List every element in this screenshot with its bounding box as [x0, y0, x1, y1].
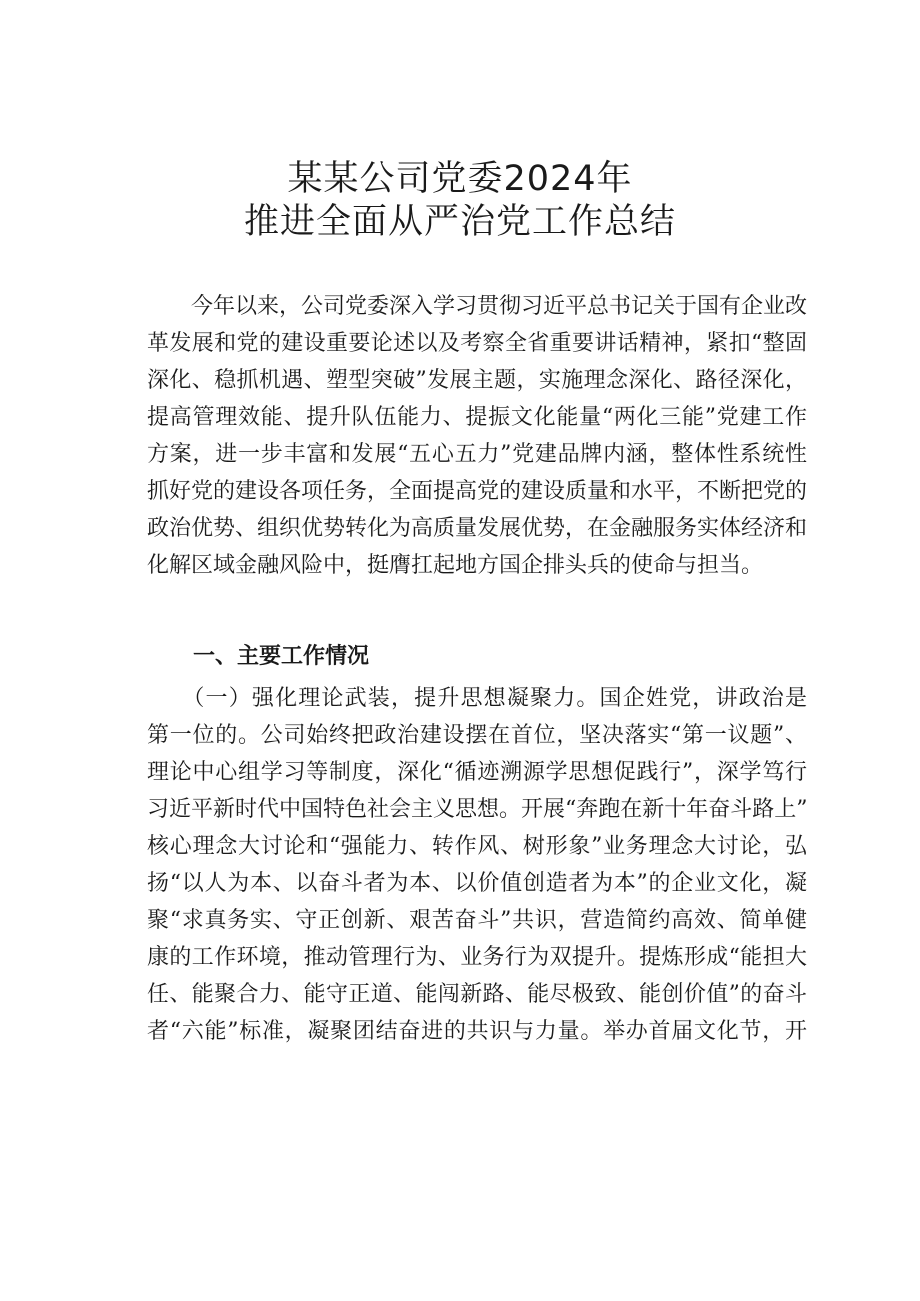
text-line: 任、能聚合力、能守正道、能闯新路、能尽极致、能创价值”的奋斗 — [147, 982, 807, 1007]
text-line: 抓好党的建设各项任务，全面提高党的建设质量和水平，不断把党的 — [147, 479, 808, 504]
text-line: 扬“以人为本、以奋斗者为本、以价值创造者为本”的企业文化，凝 — [147, 871, 807, 896]
text-line: 核心理念大讨论和“强能力、转作风、树形象”业务理念大讨论，弘 — [147, 834, 807, 859]
text-line: 理论中心组学习等制度，深化“循迹溯源学思想促践行”，深学笃行 — [147, 760, 807, 785]
text-line: 康的工作环境，推动管理行为、业务行为双提升。提炼形成“能担大 — [147, 945, 807, 970]
paragraph-intro — [147, 288, 807, 584]
text-line: 者“六能”标准，凝聚团结奋进的共识与力量。举办首届文化节，开 — [147, 1019, 807, 1044]
section-heading: 一、主要工作情况 — [193, 644, 370, 669]
text-line: 今年以来，公司党委深入学习贯彻习近平总书记关于国有企业改 — [147, 294, 808, 319]
paragraph-section-1 — [147, 680, 807, 1050]
text-line: 提高管理效能、提升队伍能力、提振文化能量“两化三能”党建工作 — [147, 405, 807, 430]
text-line: 方案，进一步丰富和发展“五心五力”党建品牌内涵，整体性系统性 — [147, 442, 807, 467]
document-title-line-2: 推进全面从严治党工作总结 — [243, 202, 676, 242]
text-line: 聚“求真务实、守正创新、艰苦奋斗”共识，营造简约高效、简单健 — [147, 908, 807, 933]
text-line: 政治优势、组织优势转化为高质量发展优势，在金融服务实体经济和 — [147, 516, 808, 541]
text-line: 革发展和党的建设重要论述以及考察全省重要讲话精神，紧扣“整固 — [147, 331, 807, 356]
document-title-line-1: 某某公司党委2024年 — [287, 159, 633, 199]
text-line: 习近平新时代中国特色社会主义思想。开展“奔跑在新十年奋斗路上” — [147, 797, 808, 822]
text-line: 深化、稳抓机遇、塑型突破”发展主题，实施理念深化、路径深化， — [147, 368, 807, 393]
text-line: 第一位的。公司始终把政治建设摆在首位，坚决落实“第一议题”、 — [147, 723, 807, 748]
text-line: 化解区域金融风险中，挺膺扛起地方国企排头兵的使命与担当。 — [147, 553, 764, 578]
text-line: （一）强化理论武装，提升思想凝聚力。国企姓党，讲政治是 — [147, 686, 807, 711]
